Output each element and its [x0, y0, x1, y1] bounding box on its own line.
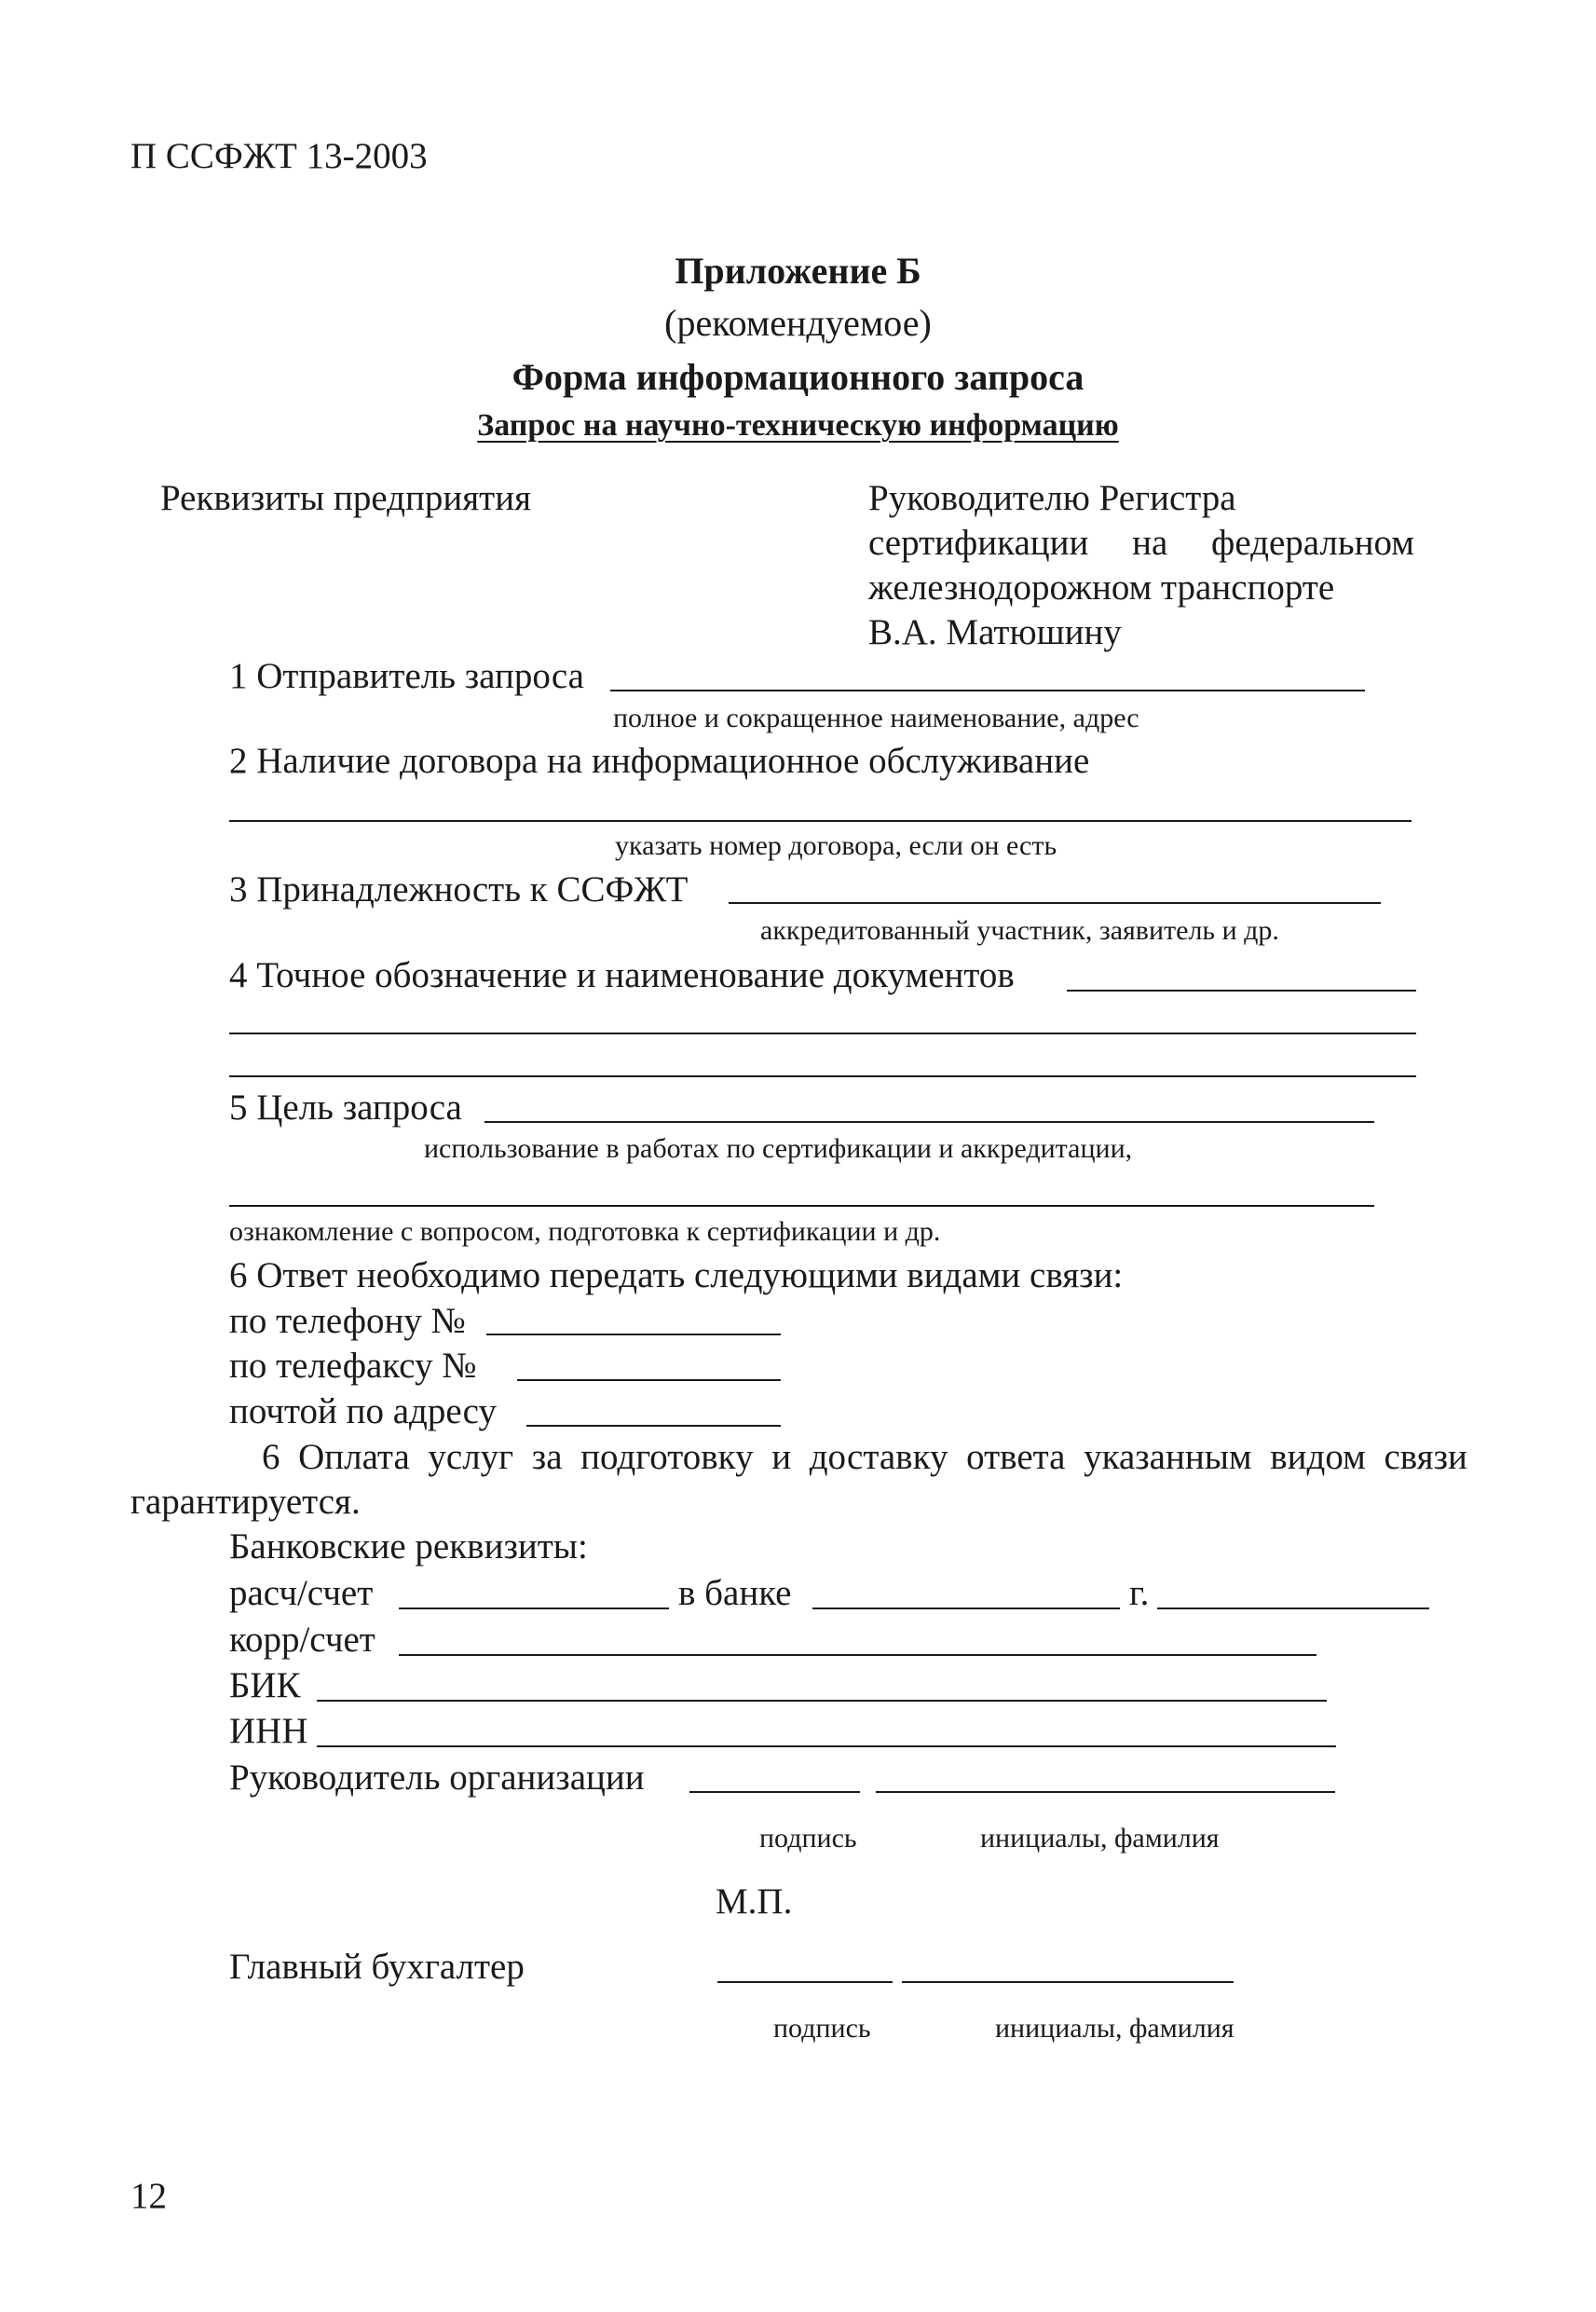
payment-word: за	[531, 1437, 563, 1477]
payment-word: видом	[1270, 1437, 1366, 1477]
sender-field[interactable]	[610, 690, 1365, 691]
stamp-label: М.П.	[716, 1881, 793, 1922]
appendix-status: (рекомендуемое)	[664, 302, 932, 344]
form-title: Форма информационного запроса	[512, 356, 1084, 398]
payment-word: подготовку	[580, 1437, 754, 1477]
addressee-line-1: Руководителю Регистра	[868, 478, 1236, 518]
membership-caption: аккредитованный участник, заявитель и др.	[760, 915, 1279, 946]
contract-field[interactable]	[229, 820, 1412, 822]
purpose-caption-2: ознакомление с вопросом, подготовка к сертификации и др.	[229, 1216, 941, 1247]
head-signature-field[interactable]	[689, 1791, 860, 1793]
page-number: 12	[130, 2176, 167, 2216]
appendix-title: Приложение Б	[675, 250, 921, 292]
purpose-label: 5 Цель запроса	[229, 1088, 462, 1128]
head-label: Руководитель организации	[229, 1758, 645, 1798]
documents-field-2[interactable]	[229, 1033, 1416, 1034]
contract-label: 2 Наличие договора на информационное обслуживание	[229, 741, 1090, 781]
enterprise-details-label: Реквизиты предприятия	[160, 478, 532, 518]
city-field[interactable]	[1157, 1607, 1429, 1609]
reply-mail-field[interactable]	[526, 1425, 781, 1427]
bik-label: БИК	[229, 1665, 301, 1705]
addressee-word: федеральном	[1211, 523, 1414, 563]
payment-line-1	[262, 1439, 1467, 1475]
addressee-word: на	[1132, 523, 1168, 563]
addressee-line-2	[868, 525, 1414, 561]
documents-field-1[interactable]	[1067, 990, 1416, 992]
addressee-line-4: В.А. Матюшину	[868, 612, 1122, 652]
sender-caption: полное и сокращенное наименование, адрес	[613, 703, 1139, 733]
contract-caption: указать номер договора, если он есть	[615, 830, 1057, 861]
reply-phone-label: по телефону №	[229, 1301, 466, 1341]
accountant-name-field[interactable]	[902, 1981, 1234, 1983]
payment-word: и	[771, 1437, 792, 1477]
documents-field-3[interactable]	[229, 1075, 1416, 1077]
reply-mail-label: почтой по адресу	[229, 1391, 497, 1431]
membership-field[interactable]	[729, 902, 1381, 904]
head-name-caption: инициалы, фамилия	[980, 1823, 1220, 1854]
head-name-field[interactable]	[876, 1791, 1335, 1793]
reply-fax-field[interactable]	[517, 1379, 781, 1381]
payment-word: связи	[1384, 1437, 1467, 1477]
accountant-name-caption: инициалы, фамилия	[995, 2013, 1235, 2044]
payment-word: указанным	[1084, 1437, 1252, 1477]
documents-label: 4 Точное обозначение и наименование документов	[229, 955, 1015, 995]
reply-phone-field[interactable]	[486, 1334, 781, 1335]
in-bank-label: в банке	[678, 1573, 792, 1613]
purpose-field-1[interactable]	[484, 1121, 1374, 1123]
payment-line-2: гарантируется.	[130, 1482, 361, 1522]
inn-label: ИНН	[229, 1711, 308, 1751]
bank-heading: Банковские реквизиты:	[229, 1526, 588, 1566]
head-signature-caption: подпись	[759, 1823, 857, 1854]
reply-label: 6 Ответ необходимо передать следующими видами связи:	[229, 1255, 1124, 1295]
inn-field[interactable]	[317, 1745, 1336, 1747]
payment-word: Оплата	[298, 1437, 410, 1477]
membership-label: 3 Принадлежность к ССФЖТ	[229, 869, 689, 910]
form-subtitle: Запрос на научно-техническую информацию	[477, 408, 1119, 443]
corr-account-field[interactable]	[399, 1654, 1316, 1656]
bank-name-field[interactable]	[812, 1607, 1120, 1609]
account-label: расч/счет	[229, 1573, 374, 1613]
payment-word: услуг	[428, 1437, 514, 1477]
payment-word: ответа	[966, 1437, 1066, 1477]
city-label: г.	[1129, 1573, 1150, 1613]
document-code: П ССФЖТ 13-2003	[130, 136, 428, 176]
corr-account-label: корр/счет	[229, 1620, 375, 1660]
account-field[interactable]	[399, 1607, 669, 1609]
payment-word: доставку	[809, 1437, 948, 1477]
payment-word: 6	[262, 1437, 280, 1477]
purpose-field-2[interactable]	[229, 1205, 1374, 1207]
purpose-caption-1: использование в работах по сертификации и аккредитации,	[424, 1133, 1133, 1164]
accountant-signature-field[interactable]	[717, 1981, 893, 1983]
sender-label: 1 Отправитель запроса	[229, 656, 584, 696]
addressee-line-3: железнодорожном транспорте	[868, 568, 1335, 608]
addressee-word: сертификации	[868, 523, 1089, 563]
bik-field[interactable]	[317, 1700, 1327, 1702]
accountant-signature-caption: подпись	[773, 2013, 871, 2044]
accountant-label: Главный бухгалтер	[229, 1947, 525, 1987]
reply-fax-label: по телефаксу №	[229, 1346, 477, 1386]
